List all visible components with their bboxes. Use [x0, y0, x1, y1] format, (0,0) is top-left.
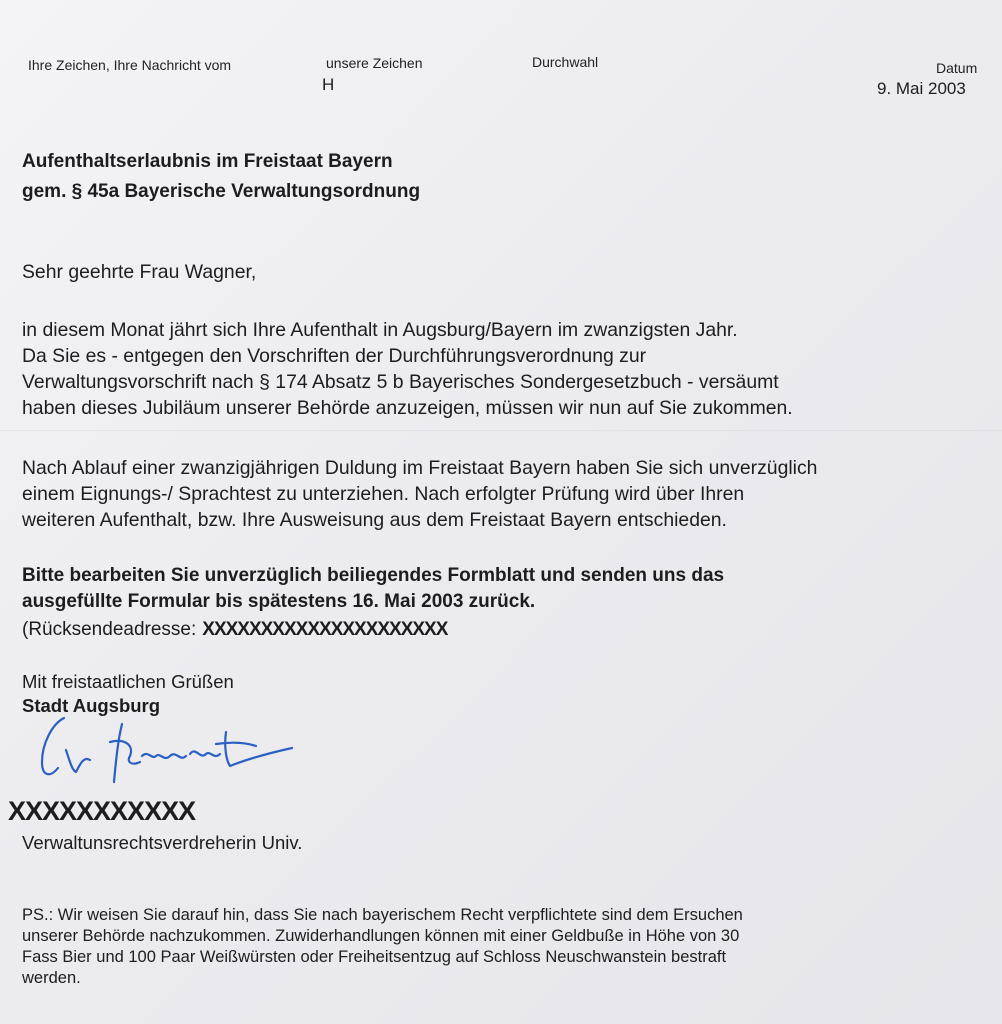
return-address-label: (Rücksendeadresse: — [22, 619, 197, 640]
header-date-value: 9. Mai 2003 — [877, 79, 966, 98]
closing-greeting: Mit freistaatlichen Grüßen — [22, 671, 234, 692]
text-line: ausgefüllte Formular bis spätestens 16. Mai 2003 zurück. — [22, 591, 536, 612]
subject-line: gem. § 45a Bayerische Verwaltungsordnung — [22, 181, 421, 202]
text-line: Verwaltungsvorschrift nach § 174 Absatz 5 b Bayerisches Sondergesetzbuch - versäumt — [22, 371, 779, 393]
closing-city: Stadt Augsburg — [22, 695, 161, 716]
return-address — [22, 617, 447, 643]
redacted-address: XXXXXXXXXXXXXXXXXXXXX — [202, 619, 448, 640]
text-line: in diesem Monat jährt sich Ihre Aufenthalt in Augsburg/Bayern im zwanzigsten Jahr. — [22, 319, 738, 341]
text-line: haben dieses Jubiläum unserer Behörde anzuzeigen, müssen wir nun auf Sie zukommen. — [22, 397, 793, 419]
text-line: Bitte bearbeiten Sie unverzüglich beiliegendes Formblatt und senden uns das — [22, 565, 725, 586]
paper-fold — [0, 430, 1002, 431]
text-line: Fass Bier und 100 Paar Weißwürsten oder Freiheitsentzug auf Schloss Neuschwanstein bestraft — [22, 948, 727, 966]
paragraph-1 — [22, 317, 793, 421]
subject-line: Aufenthaltserlaubnis im Freistaat Bayern — [22, 151, 393, 172]
subject — [22, 147, 420, 207]
text-line: werden. — [22, 969, 81, 987]
signer-name-redacted: XXXXXXXXXXX — [8, 796, 196, 826]
text-line: weiteren Aufenthalt, bzw. Ihre Ausweisung aus dem Freistaat Bayern entschieden. — [22, 509, 727, 531]
header-direct-line-label: Durchwahl — [532, 54, 599, 70]
paragraph-2 — [22, 455, 817, 533]
text-line: unserer Behörde nachzukommen. Zuwiderhandlungen können mit einer Geldbuße in Höhe von 30 — [22, 927, 740, 945]
text-line: Nach Ablauf einer zwanzigjährigen Duldung im Freistaat Bayern haben Sie sich unverzüglich — [22, 457, 818, 479]
header-ref-label: Ihre Zeichen, Ihre Nachricht vom — [28, 57, 232, 73]
signer-title: Verwaltunsrechtsverdreherin Univ. — [22, 832, 303, 853]
salutation: Sehr geehrte Frau Wagner, — [22, 261, 257, 283]
paragraph-3-bold — [22, 563, 724, 615]
header-our-ref-value: H — [322, 75, 335, 94]
header-our-ref-label: unsere Zeichen — [326, 55, 423, 71]
header-date-label: Datum — [936, 60, 978, 76]
text-line: einem Eignungs-/ Sprachtest zu unterziehen. Nach erfolgter Prüfung wird über Ihren — [22, 483, 745, 505]
postscript — [22, 905, 743, 989]
handwritten-signature — [30, 710, 310, 790]
text-line: Da Sie es - entgegen den Vorschriften der Durchführungsverordnung zur — [22, 345, 647, 367]
text-line: PS.: Wir weisen Sie darauf hin, dass Sie nach bayerischem Recht verpflichtete sind dem Ersuchen — [22, 906, 743, 924]
